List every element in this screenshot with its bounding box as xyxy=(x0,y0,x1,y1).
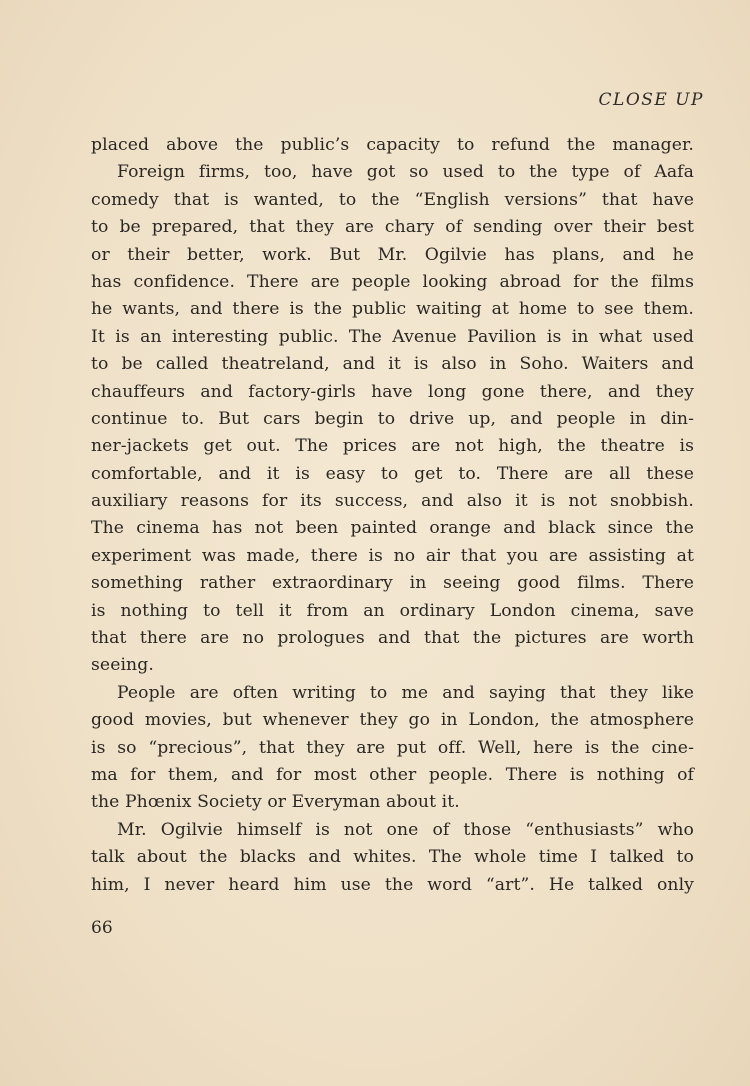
text-line: talk about the blacks and whites. The whole time I talked to xyxy=(91,847,694,868)
text-line: chauffeurs and factory-girls have long gone there, and they xyxy=(91,381,694,402)
text-line: that there are no prologues and that the pictures are worth xyxy=(91,628,694,649)
text-line: is so “precious”, that they are put off. Well, here is the cine- xyxy=(91,737,694,758)
running-head: CLOSE UP xyxy=(598,90,704,110)
text-line: him, I never heard him use the word “art”. He talked only xyxy=(91,874,694,895)
text-line: The cinema has not been painted orange and black since the xyxy=(91,518,694,539)
text-line: continue to. But cars begin to drive up, and people in din- xyxy=(91,408,694,429)
text-line: comfortable, and it is easy to get to. There are all these xyxy=(91,463,694,484)
text-line: It is an interesting public. The Avenue Pavilion is in what used xyxy=(91,326,694,347)
text-line: he wants, and there is the public waiting at home to see them. xyxy=(91,299,694,320)
text-line: Foreign firms, too, have got so used to the type of Aafa xyxy=(117,162,694,183)
text-line: People are often writing to me and saying that they like xyxy=(117,682,694,703)
text-line: something rather extraordinary in seeing good films. There xyxy=(91,573,694,594)
text-line: experiment was made, there is no air that you are assisting at xyxy=(91,545,694,566)
text-line: good movies, but whenever they go in London, the atmosphere xyxy=(91,710,694,731)
body-text xyxy=(91,132,694,899)
text-line: or their better, work. But Mr. Ogilvie has plans, and he xyxy=(91,244,694,265)
text-line: the Phœnix Society or Everyman about it. xyxy=(91,792,460,813)
text-line: ma for them, and for most other people. There is nothing of xyxy=(91,764,694,785)
text-line: Mr. Ogilvie himself is not one of those “enthusiasts” who xyxy=(117,819,694,840)
text-line: comedy that is wanted, to the “English versions” that have xyxy=(91,189,694,210)
text-line: auxiliary reasons for its success, and also it is not snobbish. xyxy=(91,491,694,512)
text-line: has confidence. There are people looking abroad for the films xyxy=(91,271,694,292)
page-number: 66 xyxy=(91,918,113,938)
text-line: seeing. xyxy=(91,655,154,676)
text-line: to be prepared, that they are chary of sending over their best xyxy=(91,217,694,238)
text-line: is nothing to tell it from an ordinary London cinema, save xyxy=(91,600,694,621)
text-line: ner-jackets get out. The prices are not high, the theatre is xyxy=(91,436,694,457)
text-line: to be called theatreland, and it is also in Soho. Waiters and xyxy=(91,354,694,375)
text-line: placed above the public’s capacity to refund the manager. xyxy=(91,135,694,155)
